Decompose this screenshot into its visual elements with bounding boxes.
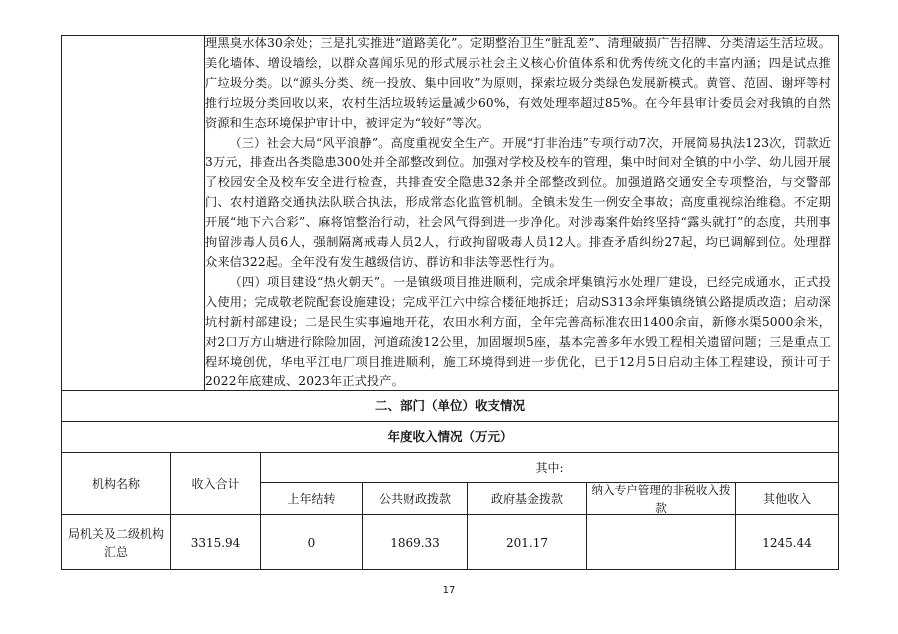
paragraph: （三）社会大局“风平浪静”。高度重视安全生产。开展“打非治违”专项行动7次，开展简易执法123次，罚款近3万元，排查出各类隐患300处并全部整改到位。加强对学校及校车的管理，集中时间对全镇的中小学、幼儿园开展了校园安全及校车安全进行检查，共排查安全隐患32条并全部整改到位。加强道路交通安全专项整治，与交警部门、农村道路交通执法队联合执法，形成常态化监管机制。全镇未发生一例安全事故；高度重视综治维稳。不定期开展“地下六合彩”、麻将馆整治行动，社会风气得到进一步净化。对涉毒案件始终坚持“露头就打”的态度，共刑事拘留涉毒人员6人，强制隔离戒毒人员2人，行政拘留吸毒人员12人。排查矛盾纠纷27起，均已调解到位。处理群众来信322起。全年没有发生越级信访、群访和非法等恶性行为。	[205, 135, 831, 269]
page-number: 17	[442, 585, 456, 596]
table-title: 年度收入情况（万元）	[387, 429, 513, 444]
header-of-which: 其中:	[535, 460, 564, 475]
cell-fund: 201.17	[506, 535, 548, 550]
cell-nontax	[587, 515, 735, 570]
header-carryover: 上年结转	[287, 491, 336, 506]
header-other: 其他收入	[762, 491, 811, 506]
paragraph: 理黑臭水体30余处；三是扎实推进“道路美化”。定期整治卫生“脏乱差”、清理破损广告招牌、分类清运生活垃圾。美化墙体、增设墙绘，以群众喜闻乐见的形式展示社会主义核心价值体系和优秀传统文化的丰富内涵；四是试点推广垃圾分类。以“源头分类、统一投放、集中回收”为原则，探索垃圾分类绿色发展新模式。黄管、范固、谢坪等村推行垃圾分类回收以来，农村生活垃圾转运量减少60%，有效处理率超过85%。在今年县审计委员会对我镇的自然资源和生态环境保护审计中，被评定为“较好”等次。	[205, 36, 831, 130]
narrative-text	[205, 34, 831, 392]
cell-other: 1245.44	[762, 535, 812, 550]
header-org-name: 机构名称	[91, 476, 140, 491]
cell-carryover: 0	[307, 535, 316, 550]
header-nontax: 纳入专户管理的非税收入拨款	[591, 482, 731, 515]
header-total: 收入合计	[191, 476, 240, 491]
cell-total: 3315.94	[190, 535, 241, 550]
header-fiscal: 公共财政拨款	[378, 491, 451, 506]
section-title: 二、部门（单位）收支情况	[374, 398, 525, 413]
cell-org-name: 局机关及二级机构汇总	[67, 526, 164, 559]
paragraph: （四）项目建设“热火朝天”。一是镇级项目推进顺利，完成余坪集镇污水处理厂建设，已经完成通水，正式投入使用；完成敬老院配套设施建设；完成平江六中综合楼征地拆迁；启动S313余坪集镇绕镇公路提质改造；启动深坑村新村部建设；二是民生实事遍地开花，农田水利方面，全年完善高标准农田1400余亩，新修水渠5000余米，对2口万方山塘进行除险加固，河道疏浚12公里，加固堰坝5座，基本完善多年水毁工程相关遗留问题；三是重点工程环境创优，华电平江电厂项目推进顺利，施工环境得到进一步优化，已于12月5日启动主体工程建设，预计可于2022年底建成、2023年正式投产。	[205, 274, 831, 389]
cell-fiscal: 1869.33	[390, 535, 440, 550]
header-fund: 政府基金拨款	[490, 491, 563, 506]
